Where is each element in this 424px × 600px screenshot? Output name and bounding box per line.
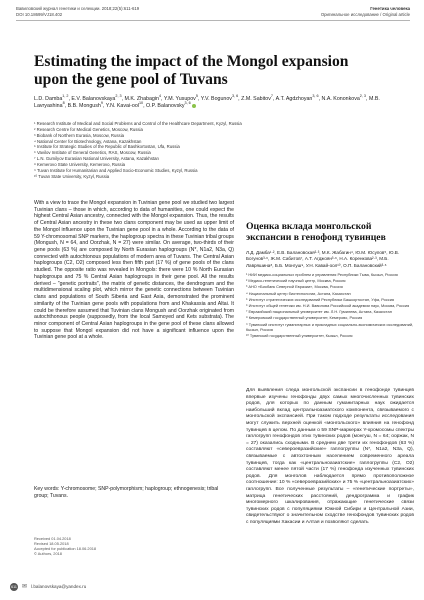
author-affiliation-marks: 3, 6	[231, 94, 239, 99]
revised-date: Revised 18.05.2018	[34, 541, 69, 546]
author-affiliation-marks: 9	[100, 101, 103, 106]
author-affiliation-marks: 2, 3	[359, 94, 366, 99]
abstract-en-text: With a view to trace the Mongol expansion in Tuvinian gene pool we studied two largest Tuvinian clans – those in which, according to data of humanities, one could expect the highest Central Asian ancestry, connected with the Mongol expansion. Thus, the results of Central Asian ancestry in these two clans component may be used as upper limit of the Mongol influence upon the Tuvinian gene pool in a whole. According to the data of 59 Y-chromosomal SNP markers, the haplogroup spectra in these Tuvinian tribal groups (Mongush, N = 64, and Oorzhak, N = 27) were similar. On average, two-thirds of their gene pools (63 %) are composed by North Eurasian haplogroups (N*, N1a2, N3a, Q) connected with autochtonous populations of modern area of Tuvans. The Central Asian haplogroups (C2, O2) composed less then fifth part (17 %) of gene pools of the clans studied. The opposite ratio was revealed in Mongols: there were 10 % North Eurasian haplogroups and 75 % Central Asian haplogroups in their gene pool. All the results derived – "genetic portraits", the matrix of genetic distances, the dendrogram and the multidimensional scaling plot, which mirror the genetic connections between Tuvinian clans and populations of South Siberia and East Asia, demonstrated the prominent similarity of the Tuvinian gene pools with populations from and Khakassia and Altai. It could be therefore assumed that Tuvinian clans Mongush and Oorzhak originated from autochthonous people (supposedly, from the local Samoyed and Kets substrata). The minor component of Central Asian haplogroups in the gene pool of these clans allowed to suppose that Mongol expansion did not have a significant influence upon the Tuvinian gene pool at a whole.	[34, 200, 234, 341]
author-affiliation-marks: 3, 6	[184, 101, 191, 106]
affiliation-item: ⁴ National Center for Biotechnology, Astana, Kazakhstan	[34, 138, 142, 144]
author-name: Y.M. Yusupov	[163, 96, 196, 102]
article-type: Оригинальное исследование / Original article	[320, 11, 410, 17]
author-name: N.A. Kononkova	[321, 96, 360, 102]
affiliation-item: ⁵ Institute for Strategic Studies of the Republic of Bashkortostan, Ufa, Russia	[34, 144, 180, 150]
affiliation-item: ⁹ Тувинский институт гуманитарных и прикладных социально-экономических исследований, Кызыл, Россия	[246, 321, 414, 332]
affiliation-item: ⁸ Кемеровский государственный университет, Кемерово, Россия	[246, 315, 363, 321]
journal-header-right	[321, 6, 410, 17]
author-name: L.D. Damba	[34, 96, 63, 102]
keywords-en: Key words: Y-chromosome; SNP-polymorphism; haplogroup; ethnogenesis; tribal group; Tuvans.	[34, 486, 219, 499]
journal-citation: Вавиловский журнал генетики и селекции. 2018;22(5):611-619	[16, 6, 140, 11]
author-affiliation-marks: 3, 6	[312, 94, 319, 99]
affiliation-item: ¹⁰ Тувинский государственный университет, Кызыл, Россия	[246, 333, 353, 339]
journal-header-left	[16, 6, 139, 17]
author-list-en: L.D. Damba$^{1, 2}$, E.V. Balanovskaya$^{2, 3}$, M.K. Zhabagin$^4$, Y.M. Yusupov$^5$, Y.V. Bogunov$^{3, 6}$, Z.M. Sabitov$^7$, A.T. Agdzhoyan$^{3, 6}$, N.A. Kononkova$^{2, 3}$, M.B. Lavryashina$^8$, B.B. Mongush$^9$, Y.N. Kavai-ool$^{10}$, O.P. Balanovsky$^{3, 6}$	[34, 94, 380, 110]
received-date: Received 01.04.2018	[34, 536, 71, 541]
contact-email[interactable]: l.balanovskaya@yandex.ru	[31, 584, 87, 589]
author-name: M.K. Zhabagin	[124, 96, 159, 102]
author-name: O.P. Balanovsky	[146, 103, 185, 110]
email-icon: ✉	[22, 584, 28, 590]
page-number: 611	[11, 585, 17, 589]
accepted-date: Accepted for publication 18.06.2018	[34, 546, 97, 551]
affiliations-en	[34, 121, 334, 179]
author-affiliation-marks: 10	[138, 101, 144, 106]
author-affiliation-marks: 5	[195, 94, 198, 99]
author-name: Z.M. Sabitov	[241, 96, 271, 102]
affiliation-item: ² Медико-генетический научный центр, Москва, Россия	[246, 278, 346, 284]
author-name: B.B. Mongush	[67, 103, 101, 110]
affiliation-item: ⁵ Институт стратегических исследований Республики Башкортостан, Уфа, Россия	[246, 296, 395, 302]
abstract-ru	[246, 388, 414, 526]
affiliation-item: ⁷ L.N. Gumilyov Eurasian National University, Astana, Kazakhstan	[34, 156, 159, 162]
author-affiliation-marks: 4	[158, 94, 162, 99]
doi[interactable]: DOI 10.18699/VJ18.402	[16, 11, 63, 17]
affiliation-item: ⁸ Kemerovo State University, Kemerovo, Russia	[34, 161, 126, 167]
abstract-en	[34, 200, 234, 341]
affiliation-item: ³ Biobank of Northern Eurasia, Moscow, Russia	[34, 132, 125, 138]
section-name: Генетика человека	[370, 6, 410, 11]
author-list-ru: Л.Д. Дамба¹·², Е.В. Балановская²·³, М.К. Жабагин⁴, Ю.М. Юсупов⁵, Ю.В. Богунов³·⁶, Ж.М. Сабитов⁷, А.Т. Агджоян³·⁶, Н.А. Коренкова²·³, М.Б. Лавряшина⁸, Б.Б. Монгуш⁹, У.Н. Кавай-оол¹⁰, О.П. Балановский³·⁶	[246, 250, 400, 268]
affiliation-item: ⁴ Национальный центр биотехнологии, Астана, Казахстан	[246, 290, 351, 296]
affiliation-item: ⁷ Евразийский национальный университет им. Л.Н. Гумилева, Астана, Казахстан	[246, 309, 392, 315]
affiliation-item: ⁹ Tuvan Institute for Humanitarian and Applied Socio-Economic Studies, Kyzyl, Russia	[34, 167, 198, 173]
author-name: Y.V. Bogunov	[200, 96, 232, 102]
author-name: M.B. Lavryashina	[34, 96, 380, 110]
affiliation-item: ² Research Centre for Medical Genetics, Moscow, Russia	[34, 126, 143, 132]
affiliation-item: ¹ Research Institute of Medical and Social Problems and Control of the Healthcare Department, Kyzyl, Russia	[34, 121, 242, 126]
affiliation-item: ¹⁰ Tuvan State University, Kyzyl, Russia	[34, 173, 110, 179]
copyright: © Authors, 2018	[34, 551, 62, 556]
affiliation-item: ¹ НИИ медико-социальных проблем и управления Республики Тыва, Кызыл, Россия	[246, 272, 398, 277]
author-name: A.T. Agdzhoyan	[275, 96, 313, 102]
article-title-ru: Оценка вклада монгольской экспансии в генофонд тувинцев	[246, 221, 386, 244]
author-affiliation-marks: 8	[62, 101, 65, 106]
received-dates	[34, 536, 96, 556]
page-footer	[10, 583, 86, 591]
author-affiliation-marks: 2, 3	[115, 94, 122, 99]
affiliation-item: ⁶ Vavilov Institute of General Genetics, RAS, Moscow, Russia	[34, 150, 151, 156]
abstract-ru-text: Для выявления следа монгольской экспансии в генофонде тувинцев впервые изучены генофонды двух самых многочисленных тувинских родов, для которых по данным гуманитарных наук ожидается наибольший вклад центральноазиатского компонента, связываемого с монгольской экспансией. При таком подходе результаты исследования могут служить верхней оценкой «монгольского» влияния на генофонд тувинцев в целом. По данным о 59 SNP-маркерах Y-хромосомы спектры гаплогрупп генофондов этих тувинских родов (монгуш, N = 64; ооржак, N = 27) оказались сходными. В среднем две трети их генофондов (63 %) составляют «североевразийские» гаплогруппы (N*, N1a2, N3a, Q), связываемые с автохтонным населением современного ареала тувинцев, тогда как «центральноазиатские» гаплогруппы (C2, O2) составляют менее пятой части (17 %) генофонда изученных тувинских родов. Для монголов наблюдается прямо противоположное соотношение: 10 % «североевразийских» и 75 % «центральноазиатских» гаплогрупп. Все полученные результаты – «генетические портреты», матрица генетических расстояний, дендрограмма и график многомерного шкалирования, отражающие генетические связи тувинских родов с популяциями Южной Сибири и Центральной Азии, свидетельствуют о значительном сходстве генофондов тувинских родов с популяциями Хакасии и Алтая и позволяют сделать	[246, 388, 414, 525]
article-title-en: Estimating the impact of the Mongol expansion upon the gene pool of Tuvans	[34, 53, 349, 88]
author-name: E.V. Balanovskaya	[71, 96, 116, 102]
author-name: Y.N. Kavai-ool	[105, 103, 139, 110]
author-affiliation-marks: 7	[270, 94, 273, 99]
orcid-icon[interactable]	[192, 104, 196, 108]
affiliation-item: ³ АНО «Биобанк Северной Евразии», Москва, Россия	[246, 284, 343, 290]
header-rule	[16, 20, 410, 21]
affiliations-ru	[246, 272, 416, 339]
author-affiliation-marks: 1, 2	[62, 94, 69, 99]
affiliation-item: ⁶ Институт общей генетики им. Н.И. Вавилова Российской академии наук, Москва, Россия	[246, 303, 410, 309]
